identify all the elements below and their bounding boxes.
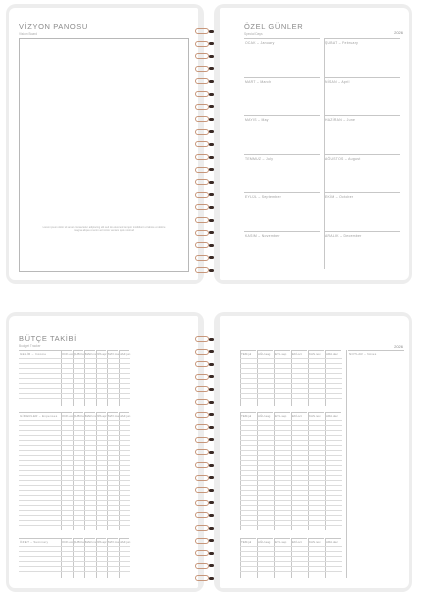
budget-column-line — [73, 538, 74, 578]
ring-hole — [209, 577, 214, 580]
spiral-ring — [195, 563, 209, 569]
budget-row-line — [240, 500, 342, 501]
spiral-ring — [195, 336, 209, 342]
budget-month-header: EKİ.oct — [292, 414, 302, 418]
special-month-label: HAZİRAN – June — [325, 118, 356, 122]
spiral-ring — [195, 104, 209, 110]
budget-section-label: GELİR – Income — [20, 352, 47, 356]
budget-row-line — [19, 566, 130, 567]
budget-month-header: MAY.may — [108, 540, 121, 544]
budget-section-label: ÖZET – Summary — [20, 540, 49, 544]
budget-month-header: NİS.apr — [96, 414, 107, 418]
spiral-ring — [195, 412, 209, 418]
budget-month-header: AĞU.aug — [258, 414, 271, 418]
ring-hole — [209, 363, 214, 366]
budget-row-line — [240, 450, 342, 451]
budget-month-header: EYL.sep — [275, 352, 287, 356]
budget-column-line — [84, 538, 85, 578]
ring-hole — [209, 338, 214, 341]
budget-column-line — [119, 538, 120, 578]
budget-row-line — [240, 505, 342, 506]
budget-row-line — [240, 515, 342, 516]
ring-hole — [209, 552, 214, 555]
budget-row-line — [19, 480, 130, 481]
budget-month-header: ŞUB.Feb — [73, 414, 86, 418]
spiral-ring — [195, 217, 209, 223]
budget-month-rule — [85, 350, 95, 351]
budget-row-line — [19, 515, 130, 516]
budget-month-rule — [292, 412, 307, 413]
budget-month-rule — [326, 538, 341, 539]
budget-column-line — [61, 538, 62, 578]
budget-month-header: OCK.oca — [62, 414, 75, 418]
special-month-cell — [324, 38, 400, 39]
budget-row-line — [240, 383, 342, 384]
spiral-ring — [195, 41, 209, 47]
special-month-label: KASIM – November — [245, 233, 280, 238]
budget-left-paper — [9, 316, 198, 588]
special-month-label: EKİM – October — [325, 195, 354, 199]
budget-row-line — [19, 420, 130, 421]
budget-column-line — [274, 538, 275, 578]
budget-row-line — [240, 551, 342, 552]
budget-row-line — [19, 495, 130, 496]
budget-row-line — [240, 495, 342, 496]
spiral-ring — [195, 141, 209, 147]
special-days-title: ÖZEL GÜNLER — [244, 22, 304, 31]
budget-row-line — [240, 440, 342, 441]
budget-month-rule — [120, 412, 130, 413]
budget-month-header: TEM.jul — [241, 540, 252, 544]
budget-month-header: HAZ.jun — [119, 540, 131, 544]
budget-month-rule — [309, 538, 324, 539]
budget-month-rule — [241, 412, 256, 413]
vision-board-title: VİZYON PANOSU — [19, 22, 88, 31]
budget-month-rule — [258, 350, 273, 351]
budget-month-rule — [326, 350, 341, 351]
budget-row-line — [19, 388, 130, 389]
budget-row-line — [240, 561, 342, 562]
budget-row-line — [19, 378, 130, 379]
budget-row-line — [240, 420, 342, 421]
ring-hole — [209, 168, 214, 171]
special-month-cell — [324, 77, 400, 78]
budget-month-header: MAR.mar — [85, 352, 98, 356]
budget-row-line — [19, 398, 130, 399]
budget-row-line — [19, 490, 130, 491]
budget-month-rule — [108, 412, 118, 413]
ring-hole — [209, 527, 214, 530]
spiral-ring — [195, 267, 209, 273]
spiral-ring — [195, 575, 209, 581]
ring-hole — [209, 93, 214, 96]
spiral-ring — [195, 386, 209, 392]
budget-row-line — [240, 485, 342, 486]
special-month-cell — [244, 192, 320, 193]
budget-row-line — [240, 525, 342, 526]
budget-row-line — [19, 435, 130, 436]
spiral-ring — [195, 116, 209, 122]
budget-row-line — [19, 485, 130, 486]
special-month-cell — [244, 154, 320, 155]
budget-month-header: NİS.apr — [96, 540, 107, 544]
budget-month-header: AĞU.aug — [258, 352, 271, 356]
budget-month-header: NİS.apr — [96, 352, 107, 356]
spiral-ring — [195, 28, 209, 34]
budget-row-line — [19, 520, 130, 521]
special-month-cell — [244, 231, 320, 232]
vision-board-note: Lorem ipsum dolor sit amet consectetur adipiscing elit sed do eiusmod tempor incididunt ut labore et dolore magna aliqua ut enim ad minim veniam quis nostrud — [42, 226, 166, 233]
budget-row-line — [19, 455, 130, 456]
budget-month-header: EYL.sep — [275, 414, 287, 418]
budget-row-line — [240, 470, 342, 471]
budget-row-line — [240, 465, 342, 466]
spiral-ring — [195, 475, 209, 481]
ring-hole — [209, 476, 214, 479]
vision-board-paper — [9, 8, 198, 280]
budget-row-line — [240, 358, 342, 359]
budget-month-header: EYL.sep — [275, 540, 287, 544]
budget-month-header: ARA.dec — [326, 414, 338, 418]
ring-hole — [209, 42, 214, 45]
budget-row-line — [240, 430, 342, 431]
spiral-ring — [195, 500, 209, 506]
budget-left-page — [6, 312, 204, 592]
budget-month-header: EKİ.oct — [292, 352, 302, 356]
spiral-ring — [195, 192, 209, 198]
budget-month-header: ARA.dec — [326, 352, 338, 356]
ring-hole — [209, 464, 214, 467]
budget-month-rule — [275, 538, 290, 539]
budget-row-line — [240, 455, 342, 456]
budget-row-line — [19, 358, 130, 359]
spiral-ring — [195, 349, 209, 355]
budget-row-line — [19, 556, 130, 557]
ring-hole — [209, 219, 214, 222]
budget-month-header: OCK.oca — [62, 352, 75, 356]
special-month-label: MART – March — [245, 79, 272, 84]
budget-row-line — [240, 520, 342, 521]
special-days-page — [214, 4, 412, 284]
budget-month-rule — [309, 350, 324, 351]
special-month-label: NİSAN – April — [325, 79, 350, 84]
budget-row-line — [19, 383, 130, 384]
budget-month-rule — [241, 350, 256, 351]
budget-section-rule — [19, 350, 61, 351]
budget-row-line — [19, 460, 130, 461]
budget-month-rule — [108, 538, 118, 539]
ring-hole — [209, 388, 214, 391]
spiral-ring — [195, 462, 209, 468]
budget-row-line — [240, 378, 342, 379]
budget-month-header: MAY.may — [108, 414, 121, 418]
budget-month-header: ŞUB.Feb — [73, 540, 86, 544]
ring-hole — [209, 80, 214, 83]
spiral-ring — [195, 91, 209, 97]
budget-column-line — [291, 538, 292, 578]
budget-month-rule — [97, 538, 107, 539]
budget-title: BÜTÇE TAKİBİ — [19, 334, 77, 343]
special-month-label: OCAK – January — [245, 41, 275, 45]
budget-month-rule — [241, 538, 256, 539]
spiral-ring — [195, 487, 209, 493]
budget-month-rule — [275, 412, 290, 413]
spiral-ring — [195, 255, 209, 261]
spiral-ring — [195, 167, 209, 173]
spiral-ring — [195, 525, 209, 531]
budget-row-line — [19, 363, 130, 364]
vision-board-subtitle: Vision Board — [19, 32, 38, 36]
ring-hole — [209, 206, 214, 209]
ring-hole — [209, 401, 214, 404]
budget-row-line — [240, 435, 342, 436]
ring-hole — [209, 231, 214, 234]
spiral-ring — [195, 230, 209, 236]
budget-row-line — [240, 475, 342, 476]
spiral-ring — [195, 550, 209, 556]
special-month-label: TEMMUZ – July — [245, 156, 274, 161]
vision-board-page — [6, 4, 204, 284]
budget-right-page — [214, 312, 412, 592]
budget-month-rule — [62, 538, 72, 539]
budget-row-line — [19, 445, 130, 446]
special-month-label: EYLÜL – September — [245, 195, 282, 199]
ring-hole — [209, 156, 214, 159]
budget-month-header: TEM.jul — [241, 414, 252, 418]
spiral-ring — [195, 437, 209, 443]
ring-hole — [209, 105, 214, 108]
budget-row-line — [240, 460, 342, 461]
spiral-ring — [195, 154, 209, 160]
budget-column-line — [107, 538, 108, 578]
budget-row-line — [19, 571, 130, 572]
budget-month-header: ŞUB.Feb — [73, 352, 86, 356]
budget-row-line — [19, 425, 130, 426]
spiral-ring — [195, 78, 209, 84]
spiral-ring — [195, 242, 209, 248]
budget-column-line — [325, 538, 326, 578]
budget-month-header: KAS.nov — [309, 352, 321, 356]
budget-row-line — [19, 505, 130, 506]
spiral-ring — [195, 361, 209, 367]
budget-row-line — [19, 393, 130, 394]
ring-hole — [209, 181, 214, 184]
budget-column-line — [240, 538, 241, 578]
spiral-ring — [195, 399, 209, 405]
ring-hole — [209, 143, 214, 146]
ring-hole — [209, 514, 214, 517]
spiral-ring — [195, 512, 209, 518]
budget-row-line — [240, 368, 342, 369]
spiral-ring — [195, 179, 209, 185]
budget-month-rule — [97, 350, 107, 351]
budget-row-line — [240, 363, 342, 364]
budget-row-line — [19, 450, 130, 451]
budget-row-line — [19, 440, 130, 441]
budget-row-line — [19, 546, 130, 547]
special-month-label: ŞUBAT – February — [325, 41, 359, 45]
budget-month-header: HAZ.jun — [119, 352, 131, 356]
special-days-paper — [220, 8, 409, 280]
budget-month-rule — [85, 538, 95, 539]
spiral-ring — [195, 424, 209, 430]
budget-notes-label: NOTLAR – Notes — [349, 352, 377, 356]
ring-hole — [209, 413, 214, 416]
budget-row-line — [240, 393, 342, 394]
spiral-ring — [195, 374, 209, 380]
budget-subtitle: Budget Tracker — [19, 344, 41, 348]
budget-row-line — [19, 368, 130, 369]
budget-row-line — [19, 470, 130, 471]
budget-notes-area — [346, 350, 405, 578]
ring-hole — [209, 539, 214, 542]
budget-section-rule — [19, 412, 61, 413]
budget-month-header: MAR.mar — [85, 540, 98, 544]
budget-month-header: ARA.dec — [326, 540, 338, 544]
spiral-ring — [195, 204, 209, 210]
budget-row-line — [19, 510, 130, 511]
budget-row-line — [240, 510, 342, 511]
budget-row-line — [240, 445, 342, 446]
budget-row-line — [240, 556, 342, 557]
ring-hole — [209, 350, 214, 353]
budget-row-line — [240, 490, 342, 491]
special-month-cell — [244, 38, 320, 39]
budget-month-rule — [309, 412, 324, 413]
budget-row-line — [240, 546, 342, 547]
special-month-label: AĞUSTOS – August — [325, 156, 361, 161]
budget-month-header: HAZ.jun — [119, 414, 131, 418]
special-days-year: 2026 — [394, 30, 403, 35]
spiral-ring — [195, 53, 209, 59]
budget-month-rule — [120, 538, 130, 539]
budget-row-line — [240, 480, 342, 481]
budget-column-line — [308, 538, 309, 578]
budget-row-line — [240, 398, 342, 399]
budget-row-line — [240, 373, 342, 374]
spiral-ring — [195, 129, 209, 135]
budget-row-line — [19, 430, 130, 431]
budget-month-header: MAR.mar — [85, 414, 98, 418]
budget-section-rule — [19, 538, 61, 539]
budget-month-rule — [292, 350, 307, 351]
budget-month-header: AĞU.aug — [258, 540, 271, 544]
budget-row-line — [240, 566, 342, 567]
budget-right-paper — [220, 316, 409, 588]
ring-hole — [209, 451, 214, 454]
budget-month-rule — [258, 412, 273, 413]
ring-hole — [209, 426, 214, 429]
budget-month-rule — [108, 350, 118, 351]
budget-month-rule — [74, 350, 84, 351]
ring-hole — [209, 269, 214, 272]
budget-month-rule — [62, 350, 72, 351]
special-month-cell — [324, 154, 400, 155]
budget-row-line — [19, 561, 130, 562]
budget-month-rule — [120, 350, 130, 351]
ring-hole — [209, 30, 214, 33]
budget-month-header: KAS.nov — [309, 540, 321, 544]
budget-month-header: TEM.jul — [241, 352, 252, 356]
budget-row-line — [19, 500, 130, 501]
budget-month-rule — [97, 412, 107, 413]
spiral-ring — [195, 449, 209, 455]
budget-column-line — [96, 538, 97, 578]
budget-row-line — [19, 373, 130, 374]
budget-month-rule — [85, 412, 95, 413]
budget-month-rule — [275, 350, 290, 351]
budget-month-header: KAS.nov — [309, 414, 321, 418]
budget-month-rule — [326, 412, 341, 413]
budget-row-line — [19, 525, 130, 526]
ring-hole — [209, 489, 214, 492]
budget-row-line — [240, 571, 342, 572]
vision-board-frame — [19, 38, 189, 272]
special-month-cell — [244, 77, 320, 78]
spiral-ring — [195, 538, 209, 544]
budget-row-line — [240, 388, 342, 389]
special-month-cell — [244, 115, 320, 116]
special-days-subtitle: Special Days — [244, 32, 263, 36]
budget-row-line — [240, 425, 342, 426]
special-month-cell — [324, 231, 400, 232]
budget-row-line — [19, 551, 130, 552]
budget-month-rule — [62, 412, 72, 413]
ring-hole — [209, 244, 214, 247]
budget-column-line — [257, 538, 258, 578]
special-month-label: ARALIK – December — [325, 233, 362, 238]
budget-year: 2026 — [394, 344, 403, 349]
budget-month-rule — [258, 538, 273, 539]
special-month-cell — [324, 115, 400, 116]
budget-row-line — [19, 475, 130, 476]
budget-month-header: EKİ.oct — [292, 540, 302, 544]
budget-month-rule — [74, 538, 84, 539]
special-month-cell — [324, 192, 400, 193]
special-month-label: MAYIS – May — [245, 118, 269, 122]
spiral-ring — [195, 66, 209, 72]
budget-section-label: GİDERLER – Expenses — [20, 414, 58, 418]
budget-month-header: OCK.oca — [62, 540, 75, 544]
budget-month-rule — [292, 538, 307, 539]
ring-hole — [209, 118, 214, 121]
budget-month-header: MAY.may — [108, 352, 121, 356]
budget-month-rule — [74, 412, 84, 413]
ring-hole — [209, 55, 214, 58]
budget-row-line — [19, 465, 130, 466]
